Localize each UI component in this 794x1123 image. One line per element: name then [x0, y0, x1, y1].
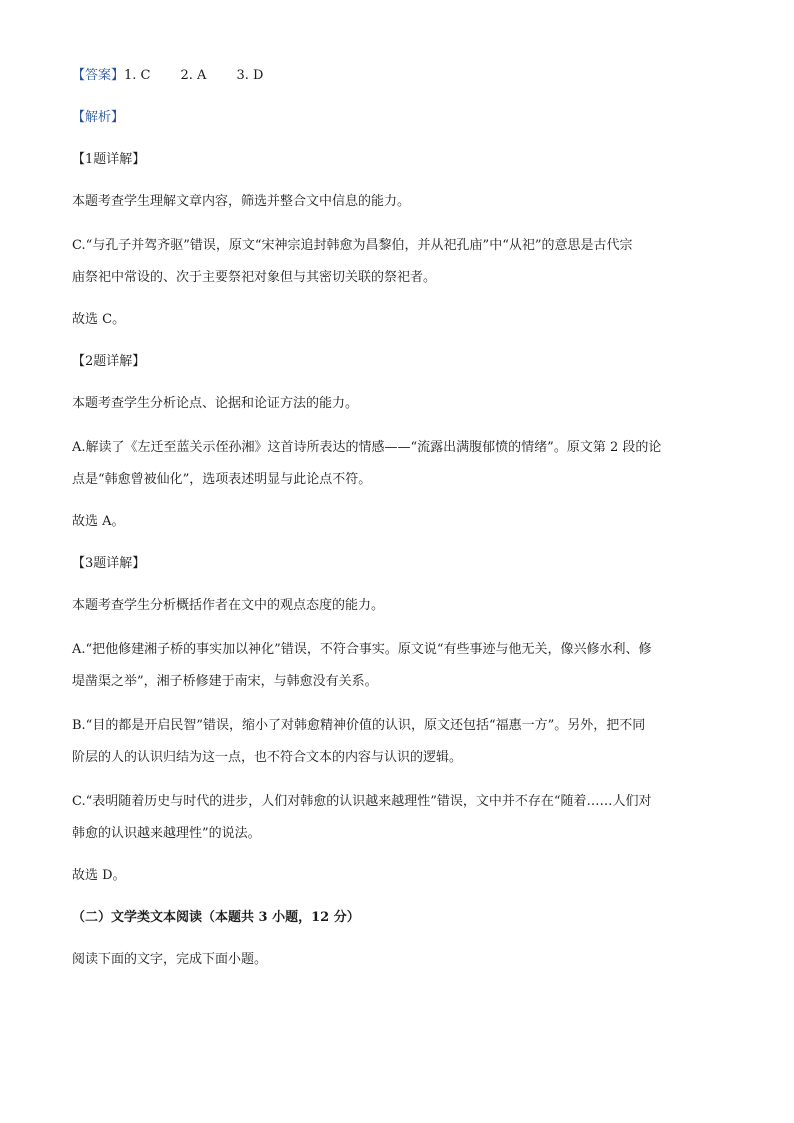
- q1-detail-line-2: 庙祭祀中常设的、次于主要祭祀对象但与其密切关联的祭祀者。: [72, 270, 437, 285]
- q2-detail-line-2: 点是“韩愈曾被仙化”，选项表述明显与此论点不符。: [72, 472, 372, 487]
- q3-option-c-line-1: C.“表明随着历史与时代的进步，人们对韩愈的认识越来越理性”错误，文中并不存在“随着……人们对: [72, 794, 652, 809]
- q3-option-b-line-1: B.“目的都是开启民智”错误，缩小了对韩愈精神价值的认识，原文还包括“福惠一方”。另外，把不同: [72, 718, 646, 733]
- answer-item-3: 3. D: [236, 68, 264, 83]
- q3-option-b-line-2: 阶层的人的认识归结为这一点，也不符合文本的内容与认识的逻辑。: [72, 750, 463, 765]
- section-instruction: 阅读下面的文字，完成下面小题。: [72, 952, 268, 967]
- q1-conclusion: 故选 C。: [72, 312, 126, 327]
- section-heading: （二）文学类文本阅读（本题共 3 小题，12 分）: [72, 910, 360, 925]
- q3-option-b: [72, 710, 722, 774]
- answer-label: 【答案】: [72, 68, 125, 83]
- q3-label: 【3题详解】: [72, 556, 146, 571]
- q1-intro: 本题考查学生理解文章内容，筛选并整合文中信息的能力。: [72, 194, 411, 209]
- q2-intro: 本题考查学生分析论点、论据和论证方法的能力。: [72, 396, 359, 411]
- answer-item-1: 1. C: [124, 68, 151, 83]
- q1-label: 【1题详解】: [72, 152, 146, 167]
- q3-intro: 本题考查学生分析概括作者在文中的观点态度的能力。: [72, 598, 385, 613]
- q1-detail: [72, 230, 722, 294]
- q2-conclusion: 故选 A。: [72, 514, 125, 529]
- answer-line: [72, 62, 722, 90]
- q2-detail-line-1: A.解读了《左迁至蓝关示侄孙湘》这首诗所表达的情感——“流露出满腹郁愤的情绪”。原文第 2 段的论: [72, 440, 662, 455]
- analysis-label: 【解析】: [72, 110, 125, 125]
- q3-option-c-line-2: 韩愈的认识越来越理性”的说法。: [72, 826, 261, 841]
- q3-option-a: [72, 634, 722, 698]
- answer-item-2: 2. A: [180, 68, 207, 83]
- q3-option-a-line-2: 堤凿渠之举”，湘子桥修建于南宋，与韩愈没有关系。: [72, 674, 378, 689]
- q3-conclusion: 故选 D。: [72, 868, 126, 883]
- q1-detail-line-1: C.“与孔子并驾齐驱”错误，原文“宋神宗追封韩愈为昌黎伯，并从祀孔庙”中“从祀”的意思是古代宗: [72, 238, 633, 253]
- q3-option-a-line-1: A.“把他修建湘子桥的事实加以神化”错误，不符合事实。原文说“有些事迹与他无关，像兴修水利、修: [72, 642, 652, 657]
- q3-option-c: [72, 786, 722, 850]
- q2-label: 【2题详解】: [72, 354, 146, 369]
- q2-detail: [72, 432, 722, 496]
- document-page: [72, 62, 722, 988]
